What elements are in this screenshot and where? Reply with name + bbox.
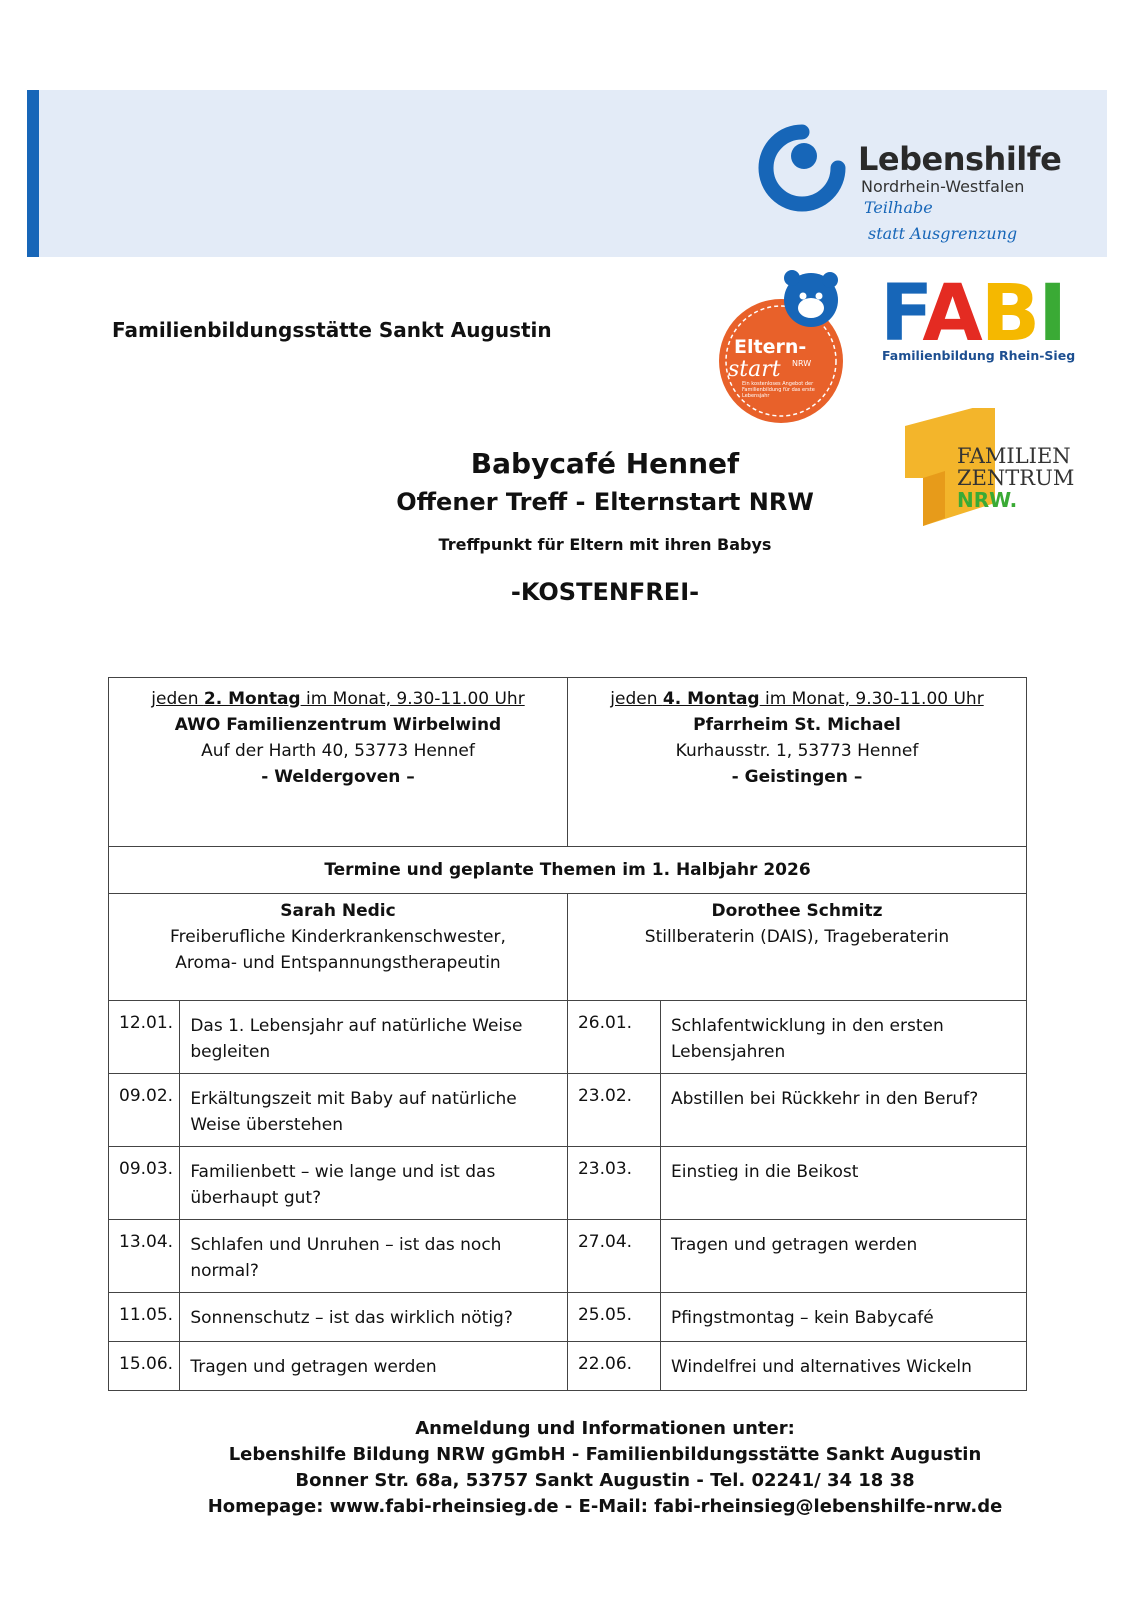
session-topic: Schlafen und Unruhen – ist das noch normal?: [180, 1220, 568, 1293]
session-topic: Sonnenschutz – ist das wirklich nötig?: [180, 1293, 568, 1342]
footer-line: Anmeldung und Informationen unter:: [415, 1418, 795, 1439]
session-topic: Einstieg in die Beikost: [660, 1147, 1026, 1220]
elternstart-logo: [716, 268, 856, 428]
session-date: 09.02.: [109, 1074, 180, 1147]
session-row: [109, 1147, 1027, 1220]
location-district: - Geistingen –: [731, 767, 863, 787]
organization-name: Familienbildungsstätte Sankt Augustin: [112, 318, 552, 342]
session-topic: Pfingstmontag – kein Babycafé: [660, 1293, 1026, 1342]
session-topic: Das 1. Lebensjahr auf natürliche Weise begleiten: [180, 1001, 568, 1074]
leader-name: Dorothee Schmitz: [711, 901, 883, 921]
price-note: -KOSTENFREI-: [510, 578, 700, 606]
lebenshilfe-slogan-2: statt Ausgrenzung: [868, 224, 1018, 243]
session-date: 11.05.: [109, 1293, 180, 1342]
location-name: Pfarrheim St. Michael: [693, 715, 901, 735]
footer-contact: [0, 1416, 1131, 1520]
elternstart-caption: Ein kostenloses Angebot der Familienbildung für das erste Lebensjahr: [742, 381, 815, 399]
leader-name: Sarah Nedic: [280, 901, 396, 921]
leader-role: Freiberufliche Kinderkrankenschwester,: [170, 927, 506, 947]
location-when: jeden 2. Montag im Monat, 9.30-11.00 Uhr: [151, 689, 525, 709]
fz-word-2: ZENTRUM: [957, 466, 1075, 490]
session-date: 26.01.: [567, 1001, 660, 1074]
session-row: [109, 1074, 1027, 1147]
fz-word-1: FAMILIEN: [957, 444, 1071, 468]
fabi-logo: [880, 272, 1080, 367]
location-address: Kurhausstr. 1, 53773 Hennef: [675, 741, 919, 761]
session-date: 12.01.: [109, 1001, 180, 1074]
event-subtitle: Offener Treff - Elternstart NRW: [396, 488, 814, 516]
event-tagline: Treffpunkt für Eltern mit ihren Babys: [438, 535, 772, 554]
session-date: 09.03.: [109, 1147, 180, 1220]
session-date: 22.06.: [567, 1342, 660, 1391]
lebenshilfe-subtitle: Nordrhein-Westfalen: [861, 177, 1025, 196]
session-date: 15.06.: [109, 1342, 180, 1391]
banner-accent-bar: [27, 90, 39, 257]
fabi-caption: Familienbildung Rhein-Sieg: [882, 348, 1076, 363]
lebenshilfe-slogan-1: Teilhabe: [864, 198, 933, 217]
session-topic: Windelfrei und alternatives Wickeln: [660, 1342, 1026, 1391]
leader-cell-1: [109, 894, 568, 1001]
location-cell-2: [567, 678, 1026, 847]
svg-text:FABI: FABI: [880, 272, 1066, 359]
leader-role: Stillberaterin (DAIS), Trageberaterin: [644, 927, 950, 947]
lebenshilfe-logo: [752, 118, 1092, 253]
location-address: Auf der Harth 40, 53773 Hennef: [201, 741, 475, 761]
elternstart-word-1: Eltern-: [734, 336, 807, 358]
lebenshilfe-emblem-icon: [752, 118, 852, 218]
session-date: 27.04.: [567, 1220, 660, 1293]
footer-line: Bonner Str. 68a, 53757 Sankt Augustin - Tel. 02241/ 34 18 38: [295, 1470, 915, 1491]
session-topic: Schlafentwicklung in den ersten Lebensjahren: [660, 1001, 1026, 1074]
session-topic: Erkältungszeit mit Baby auf natürliche Weise überstehen: [180, 1074, 568, 1147]
leader-cell-2: [567, 894, 1026, 1001]
session-date: 23.02.: [567, 1074, 660, 1147]
location-name: AWO Familienzentrum Wirbelwind: [174, 715, 502, 735]
session-row: [109, 1293, 1027, 1342]
lebenshilfe-title: Lebenshilfe: [858, 140, 1062, 178]
location-when: jeden 4. Montag im Monat, 9.30-11.00 Uhr: [610, 689, 984, 709]
location-district: - Weldergoven –: [261, 767, 415, 787]
elternstart-word-2: start: [728, 357, 781, 382]
session-date: 23.03.: [567, 1147, 660, 1220]
session-row: [109, 1342, 1027, 1391]
session-topic: Abstillen bei Rückkehr in den Beruf?: [660, 1074, 1026, 1147]
session-topic: Tragen und getragen werden: [660, 1220, 1026, 1293]
fz-word-3: NRW.: [957, 488, 1018, 512]
session-row: [109, 1001, 1027, 1074]
elternstart-nrw: NRW: [792, 359, 812, 368]
schedule-header: Termine und geplante Themen im 1. Halbjahr 2026: [109, 847, 1027, 894]
footer-line: Lebenshilfe Bildung NRW gGmbH - Familienbildungsstätte Sankt Augustin: [228, 1444, 982, 1465]
footer-line[interactable]: Homepage: www.fabi-rheinsieg.de - E-Mail: fabi-rheinsieg@lebenshilfe-nrw.de: [207, 1496, 1003, 1517]
session-row: [109, 1220, 1027, 1293]
schedule-table: [108, 677, 1027, 1391]
session-topic: Tragen und getragen werden: [180, 1342, 568, 1391]
session-topic: Familienbett – wie lange und ist das überhaupt gut?: [180, 1147, 568, 1220]
event-title: Babycafé Hennef: [470, 447, 740, 480]
session-date: 25.05.: [567, 1293, 660, 1342]
session-date: 13.04.: [109, 1220, 180, 1293]
leader-role: Aroma- und Entspannungstherapeutin: [175, 953, 501, 973]
location-cell-1: [109, 678, 568, 847]
